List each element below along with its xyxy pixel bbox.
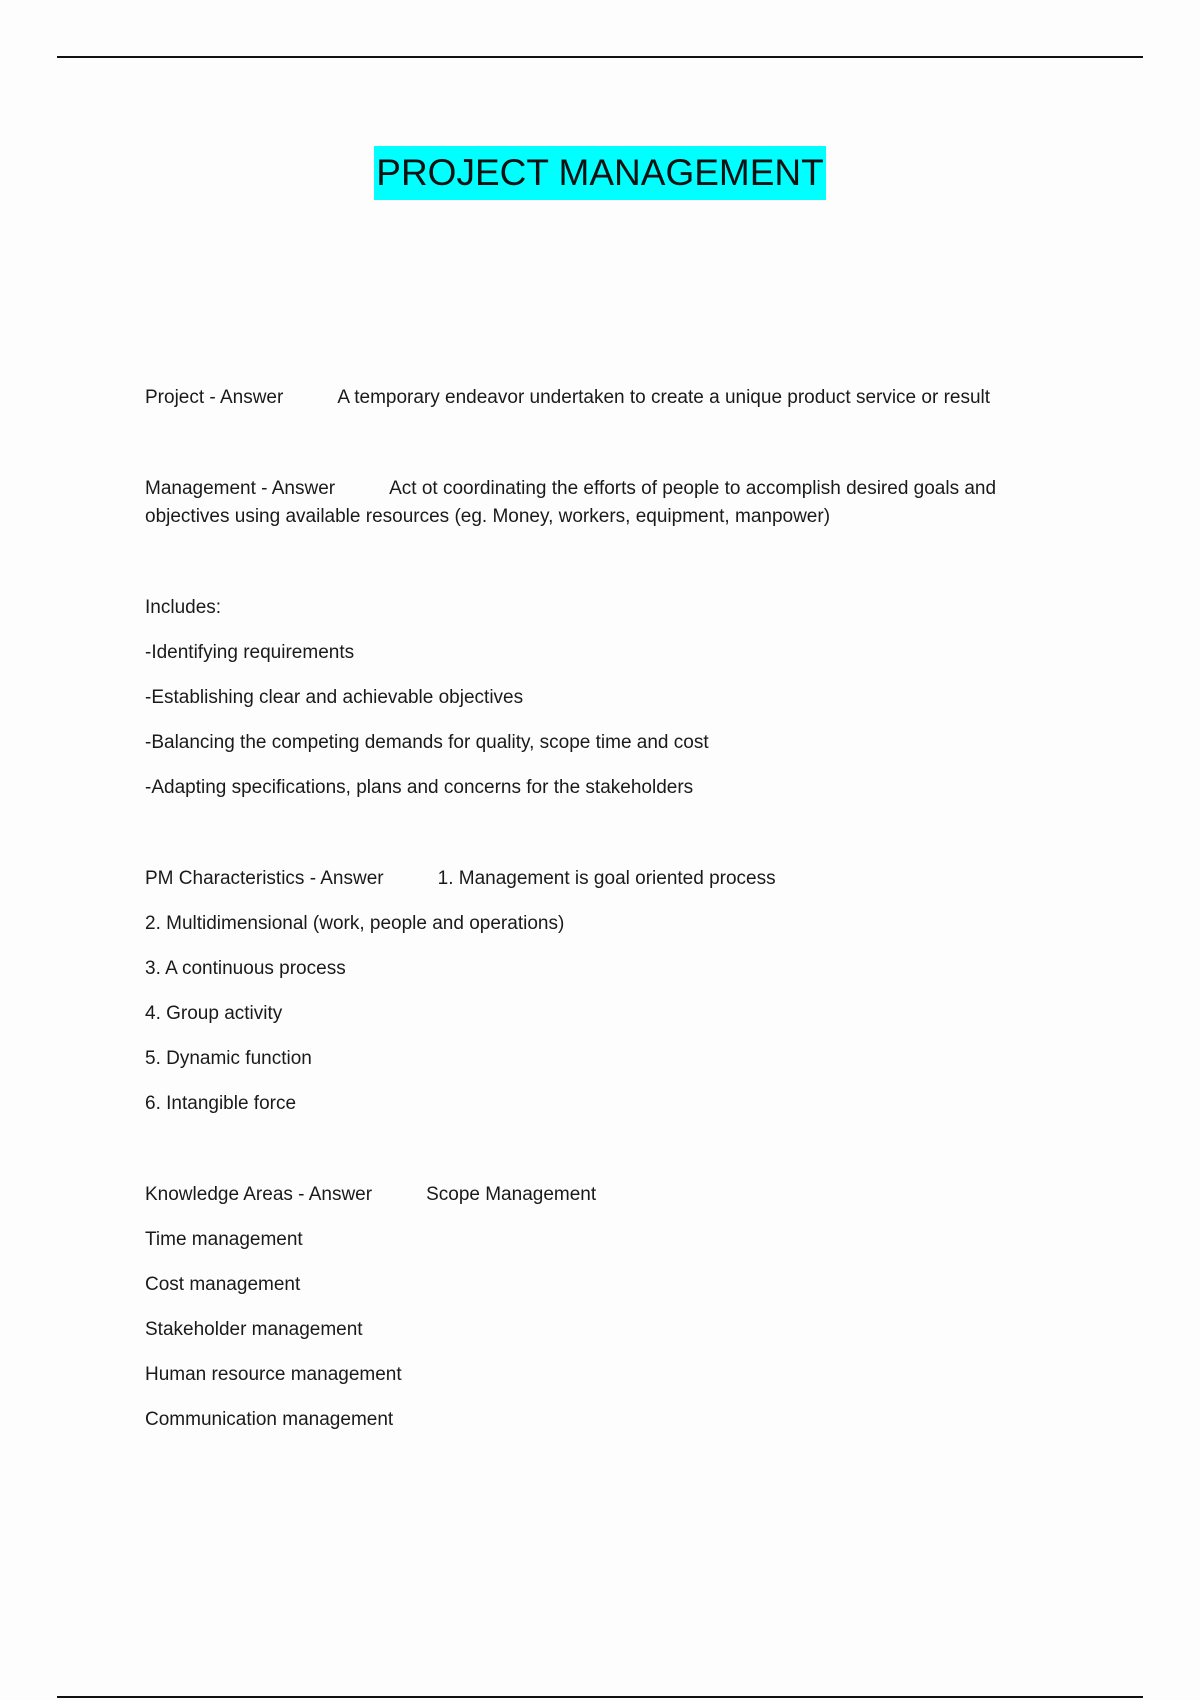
- entry-definition: Act ot coordinating the efforts of people to accomplish desired goals and objectives using available resources (eg. Money, workers, equipment, manpower): [145, 478, 997, 527]
- entry-term: Management - Answer: [145, 478, 336, 499]
- list-item: Communication management: [145, 1409, 394, 1430]
- entry-definition: 1. Management is goal oriented process: [437, 868, 776, 889]
- entry-term: PM Characteristics - Answer: [145, 868, 384, 889]
- title-container: [0, 146, 1200, 200]
- list-item: 6. Intangible force: [145, 1093, 297, 1114]
- list-item: Human resource management: [145, 1364, 402, 1385]
- top-rule: [57, 56, 1143, 58]
- list-item: -Balancing the competing demands for quality, scope time and cost: [145, 732, 709, 753]
- list-item: -Adapting specifications, plans and concerns for the stakeholders: [145, 777, 694, 798]
- list-item: 3. A continuous process: [145, 958, 346, 979]
- list-item: 4. Group activity: [145, 1003, 283, 1024]
- list-item: -Identifying requirements: [145, 642, 355, 663]
- entry-definition: A temporary endeavor undertaken to create a unique product service or result: [337, 387, 991, 408]
- entry-pm-characteristics: [145, 865, 1065, 910]
- entry-term: Knowledge Areas - Answer: [145, 1184, 373, 1205]
- list-item: Cost management: [145, 1274, 301, 1295]
- page-title: PROJECT MANAGEMENT: [374, 146, 825, 200]
- bottom-rule: [57, 1696, 1143, 1698]
- list-item: Time management: [145, 1229, 303, 1250]
- list-item: Stakeholder management: [145, 1319, 363, 1340]
- entry-definition: Scope Management: [426, 1184, 597, 1205]
- entry-project: [145, 384, 1065, 412]
- document-body: [145, 384, 1065, 1434]
- list-item: 2. Multidimensional (work, people and operations): [145, 913, 565, 934]
- entry-term: Project - Answer: [145, 387, 284, 408]
- entry-knowledge-areas: [145, 1181, 1065, 1226]
- list-item: -Establishing clear and achievable objectives: [145, 687, 524, 708]
- entry-management: [145, 475, 1065, 531]
- list-item: 5. Dynamic function: [145, 1048, 312, 1069]
- list-item: Includes:: [145, 597, 222, 618]
